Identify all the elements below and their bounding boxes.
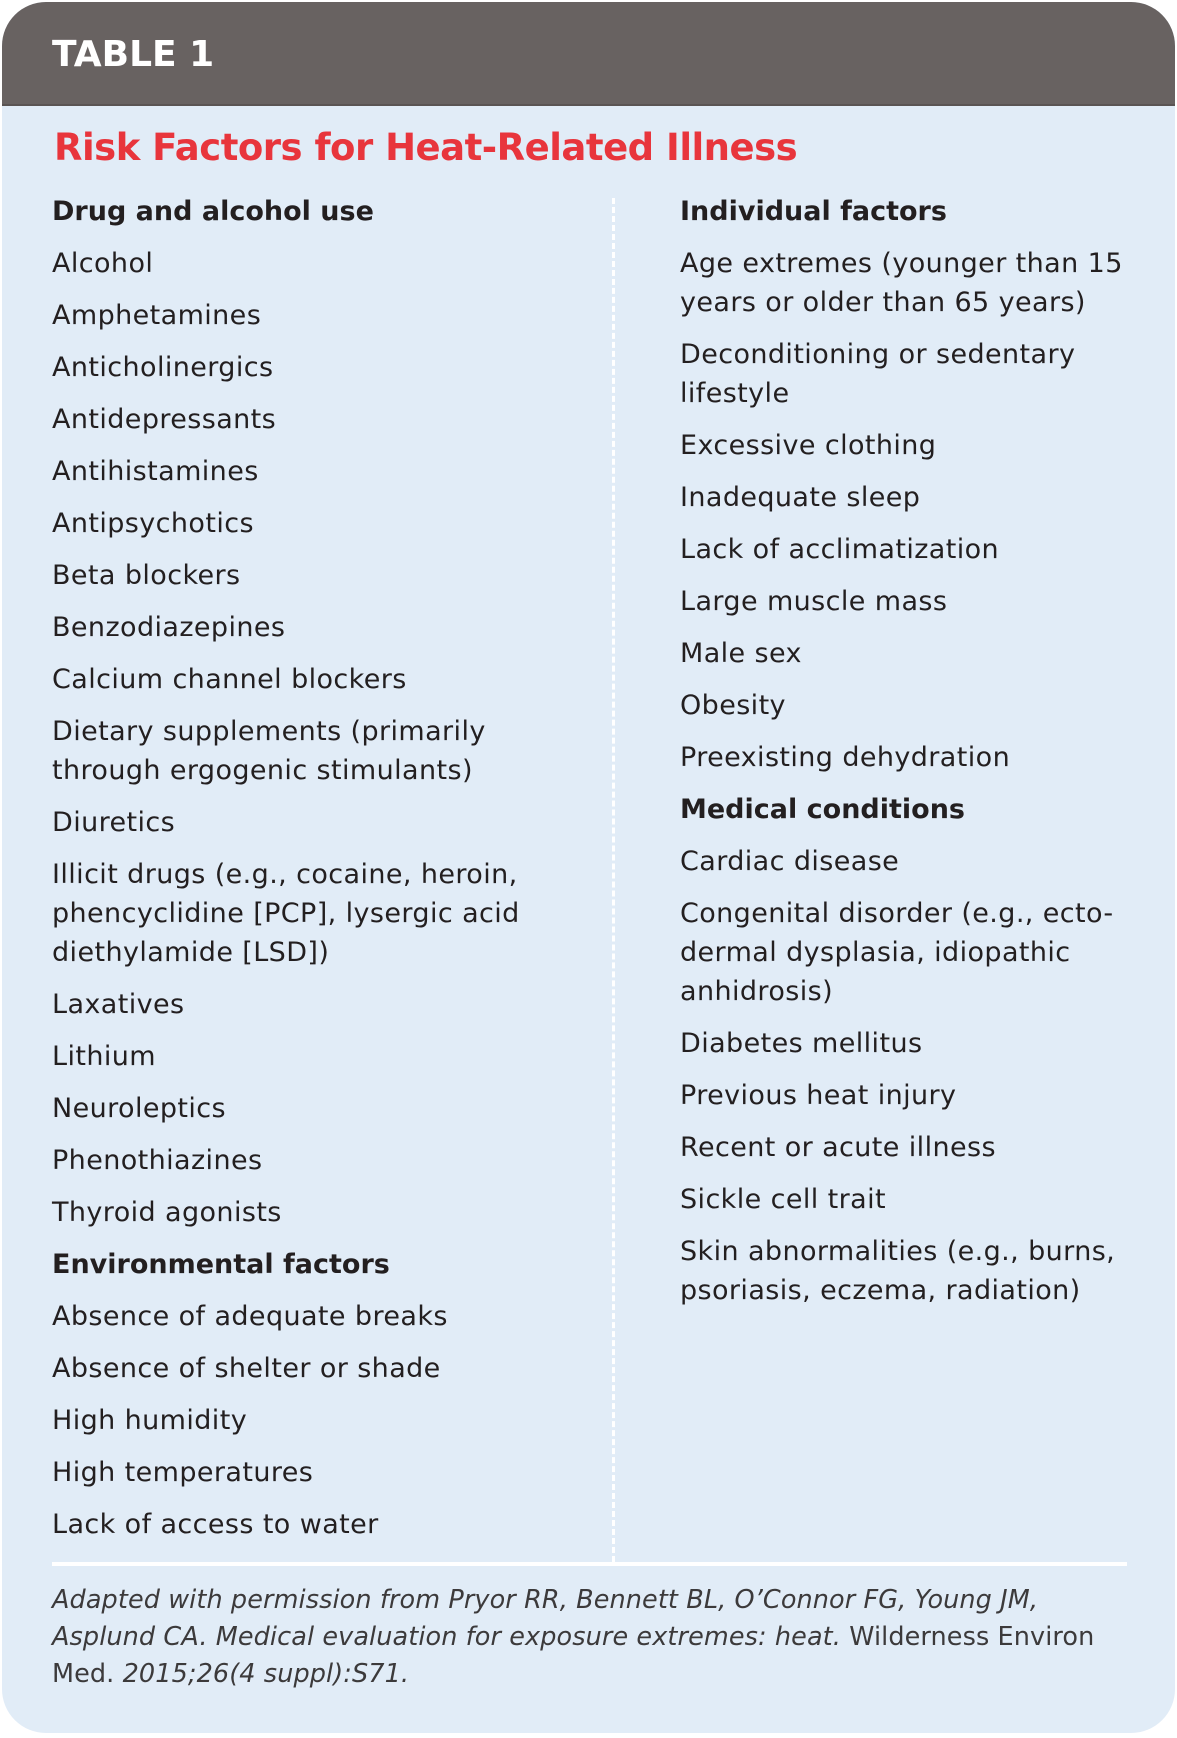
citation: [52, 1582, 1132, 1693]
list-item: Beta blockers: [52, 560, 241, 591]
citation-text: Adapted with permission from Pryor RR, Bennett BL, O’Connor FG, Young JM, Asplund CA. Medical evaluation for exposure extremes: heat.: [52, 1585, 1039, 1652]
list-item: Male sex: [680, 638, 802, 669]
list-item: Lithium: [52, 1041, 156, 1072]
list-item: Preexisting dehydration: [680, 742, 1011, 773]
section-list: [680, 244, 1150, 777]
list-item: Amphetamines: [52, 300, 262, 331]
list-item: Inadequate sleep: [680, 482, 921, 513]
section-list: [52, 1297, 592, 1544]
list-item: Calcium channel blockers: [52, 664, 407, 695]
table-card: [2, 2, 1175, 1733]
list-item: Thyroid agonists: [52, 1197, 282, 1228]
section-individual: [680, 192, 1150, 777]
list-item: Cardiac disease: [680, 846, 900, 877]
list-item: Antidepressants: [52, 404, 277, 435]
list-item: Neuroleptics: [52, 1093, 226, 1124]
list-item: Benzodiazepines: [52, 612, 286, 643]
section-list: [52, 244, 592, 1232]
list-item: Lack of access to water: [52, 1509, 379, 1540]
list-item: Congenital disorder (e.g., ecto-dermal dysplasia, idiopathic anhidrosis): [680, 898, 1114, 1007]
table-header-bar: [2, 2, 1175, 106]
list-item: Absence of shelter or shade: [52, 1353, 441, 1384]
left-column: [52, 192, 592, 1557]
section-heading: Medical conditions: [680, 794, 966, 825]
list-item: Absence of adequate breaks: [52, 1301, 448, 1332]
section-medical: [680, 790, 1150, 1310]
section-list: [680, 842, 1150, 1310]
list-item: Diabetes mellitus: [680, 1028, 923, 1059]
section-heading: Drug and alcohol use: [52, 196, 374, 227]
list-item: Skin abnormalities (e.g., burns, psoriasis, eczema, radiation): [680, 1236, 1116, 1306]
citation-journal: Wilderness Environ Med.: [52, 1622, 1095, 1689]
section-heading: Environmental factors: [52, 1249, 390, 1280]
footer-rule: [52, 1562, 1127, 1566]
section-heading: Individual factors: [680, 196, 947, 227]
list-item: Antipsychotics: [52, 508, 254, 539]
column-divider: [612, 198, 615, 1562]
citation-details: 2015;26(4 suppl):S71.: [114, 1659, 410, 1689]
table-number-label: TABLE 1: [52, 34, 215, 75]
list-item: Illicit drugs (e.g., cocaine, heroin, phencyclidine [PCP], lysergic acid diethylamide [LSD]): [52, 859, 520, 968]
list-item: Antihistamines: [52, 456, 259, 487]
list-item: High humidity: [52, 1405, 248, 1436]
list-item: High temperatures: [52, 1457, 314, 1488]
list-item: Excessive clothing: [680, 430, 937, 461]
list-item: Anticholinergics: [52, 352, 274, 383]
list-item: Dietary supplements (primarily through ergogenic stimulants): [52, 716, 486, 786]
list-item: Alcohol: [52, 248, 154, 279]
list-item: Deconditioning or sedentary lifestyle: [680, 339, 1076, 409]
table-title: Risk Factors for Heat-Related Illness: [54, 126, 798, 169]
section-environmental: [52, 1245, 592, 1544]
list-item: Large muscle mass: [680, 586, 948, 617]
list-item: Obesity: [680, 690, 786, 721]
right-column: [680, 192, 1150, 1323]
list-item: Previous heat injury: [680, 1080, 957, 1111]
list-item: Recent or acute illness: [680, 1132, 996, 1163]
list-item: Diuretics: [52, 807, 176, 838]
list-item: Phenothiazines: [52, 1145, 263, 1176]
list-item: Sickle cell trait: [680, 1184, 886, 1215]
list-item: Age extremes (younger than 15 years or older than 65 years): [680, 248, 1123, 318]
section-drug-alcohol: [52, 192, 592, 1232]
list-item: Laxatives: [52, 989, 185, 1020]
list-item: Lack of acclimatization: [680, 534, 1000, 565]
